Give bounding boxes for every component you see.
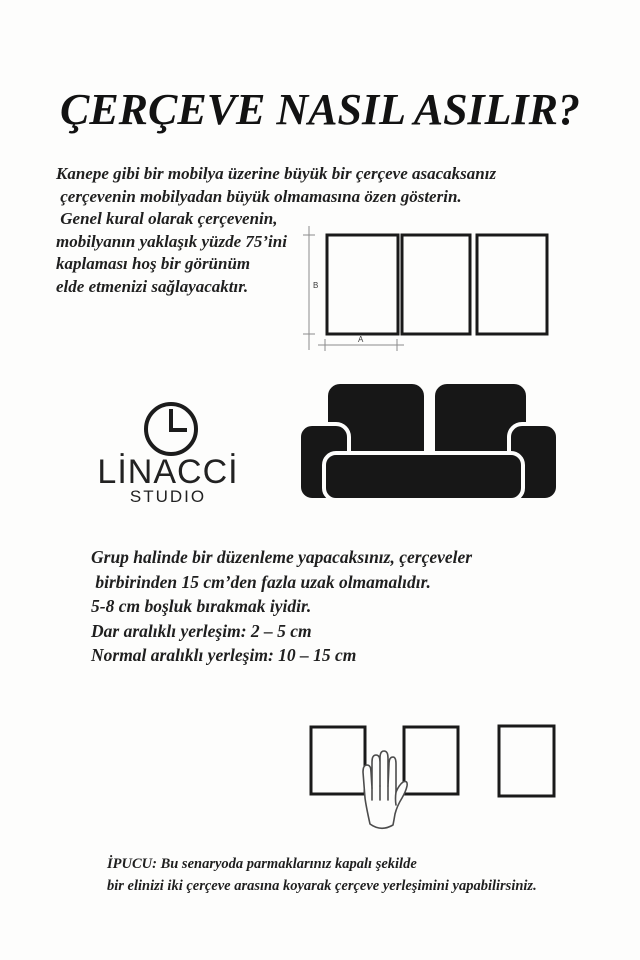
grouping-line-3: 5-8 cm boşluk bırakmak iyidir. (91, 596, 312, 616)
logo-subtitle: STUDIO (129, 487, 207, 506)
hand-icon (363, 751, 407, 828)
clock-icon (143, 400, 201, 458)
tip-line-1: İPUCU: Bu senaryoda parmaklarınız kapalı şekilde (107, 856, 417, 872)
hand-spacing-diagram (300, 718, 562, 836)
diagram-frame-1 (327, 235, 398, 334)
grouping-paragraph (91, 545, 472, 668)
sofa-illustration (295, 378, 563, 504)
spacing-frame-2 (404, 727, 458, 794)
frame-size-diagram (300, 222, 560, 354)
diagram-frame-2 (402, 235, 470, 334)
sofa-seat (324, 453, 523, 500)
spacing-frame-3 (499, 726, 554, 796)
intro-line-5: kaplaması hoş bir görünüm (56, 254, 251, 273)
intro-line-3: Genel kural olarak çerçevenin, (56, 209, 278, 228)
dimension-a-label: A (358, 335, 364, 344)
page-title: ÇERÇEVE NASIL ASILIR? (59, 85, 581, 134)
grouping-line-5: Normal aralıklı yerleşim: 10 – 15 cm (91, 645, 357, 665)
intro-line-1: Kanepe gibi bir mobilya üzerine büyük bir çerçeve asacaksanız (56, 164, 497, 183)
spacing-frame-1 (311, 727, 365, 794)
dimension-b-label: B (313, 281, 319, 290)
grouping-line-2: birbirinden 15 cm’den fazla uzak olmamalıdır. (91, 571, 431, 592)
grouping-line-4: Dar aralıklı yerleşim: 2 – 5 cm (91, 620, 312, 641)
intro-line-4: mobilyanın yaklaşık yüzde 75’ini (56, 231, 287, 251)
diagram-frame-3 (477, 235, 547, 334)
tip-line-2: bir elinizi iki çerçeve arasına koyarak çerçeve yerleşimini yapabilirsiniz. (107, 878, 537, 894)
linacci-logo (143, 400, 201, 458)
intro-line-2: çerçevenin mobilyadan büyük olmamasına özen gösterin. (56, 186, 462, 206)
tip-paragraph (107, 853, 537, 897)
logo-wordmark: LİNACCİ (97, 453, 239, 491)
grouping-line-1: Grup halinde bir düzenleme yapacaksınız, çerçeveler (91, 547, 473, 567)
intro-line-6: elde etmenizi sağlayacaktır. (56, 276, 249, 296)
sofa-icon (295, 378, 563, 504)
